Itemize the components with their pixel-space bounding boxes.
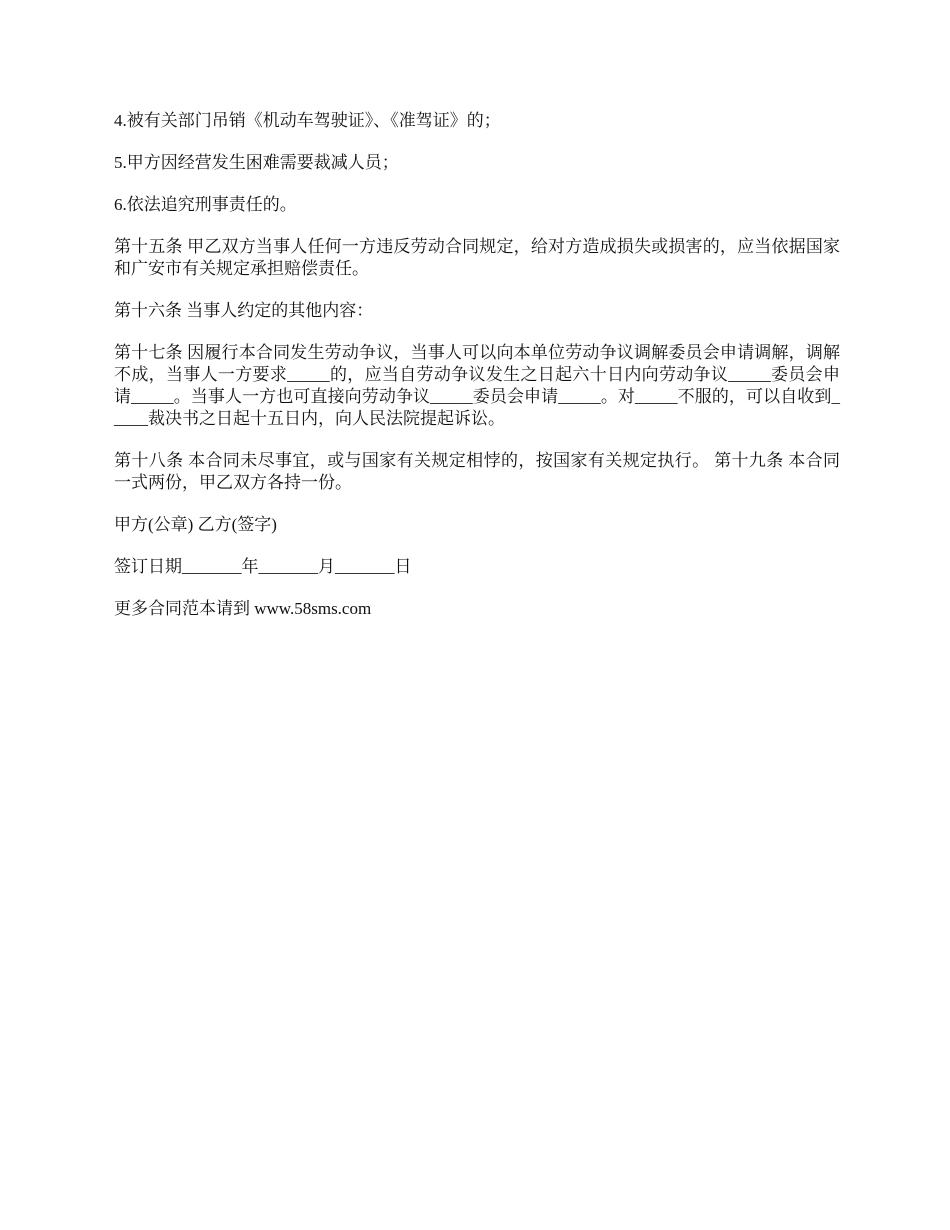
- signature-parties: 甲方(公章) 乙方(签字): [114, 515, 277, 534]
- article-17: 第十七条 因履行本合同发生劳动争议，当事人可以向本单位劳动争议调解委员会申请调解，调解不成，当事人一方要求_____的，应当自劳动争议发生之日起六十日内向劳动争议_____委员会申请_____。当事人一方也可直接向劳动争议_____委员会申请_____。对_____不服的，可以自收到_____裁决书之日起十五日内，向人民法院提起诉讼。: [114, 343, 840, 428]
- clause-item-5: 5.甲方因经营发生困难需要裁减人员；: [114, 153, 399, 172]
- article-18-19: 第十八条 本合同未尽事宜，或与国家有关规定相悖的，按国家有关规定执行。 第十九条 本合同一式两份，甲乙双方各持一份。: [114, 451, 840, 492]
- document-page: [114, 110, 840, 640]
- clause-item-6: 6.依法追究刑事责任的。: [114, 195, 297, 214]
- signing-date: 签订日期_______年_______月_______日: [114, 557, 412, 576]
- clause-item-4: 4.被有关部门吊销《机动车驾驶证》、《准驾证》的；: [114, 111, 501, 130]
- article-15: 第十五条 甲乙双方当事人任何一方违反劳动合同规定，给对方造成损失或损害的，应当依据国家和广安市有关规定承担赔偿责任。: [114, 237, 840, 278]
- footer-link-text: 更多合同范本请到 www.58sms.com: [114, 599, 372, 618]
- article-16: 第十六条 当事人约定的其他内容：: [114, 301, 374, 320]
